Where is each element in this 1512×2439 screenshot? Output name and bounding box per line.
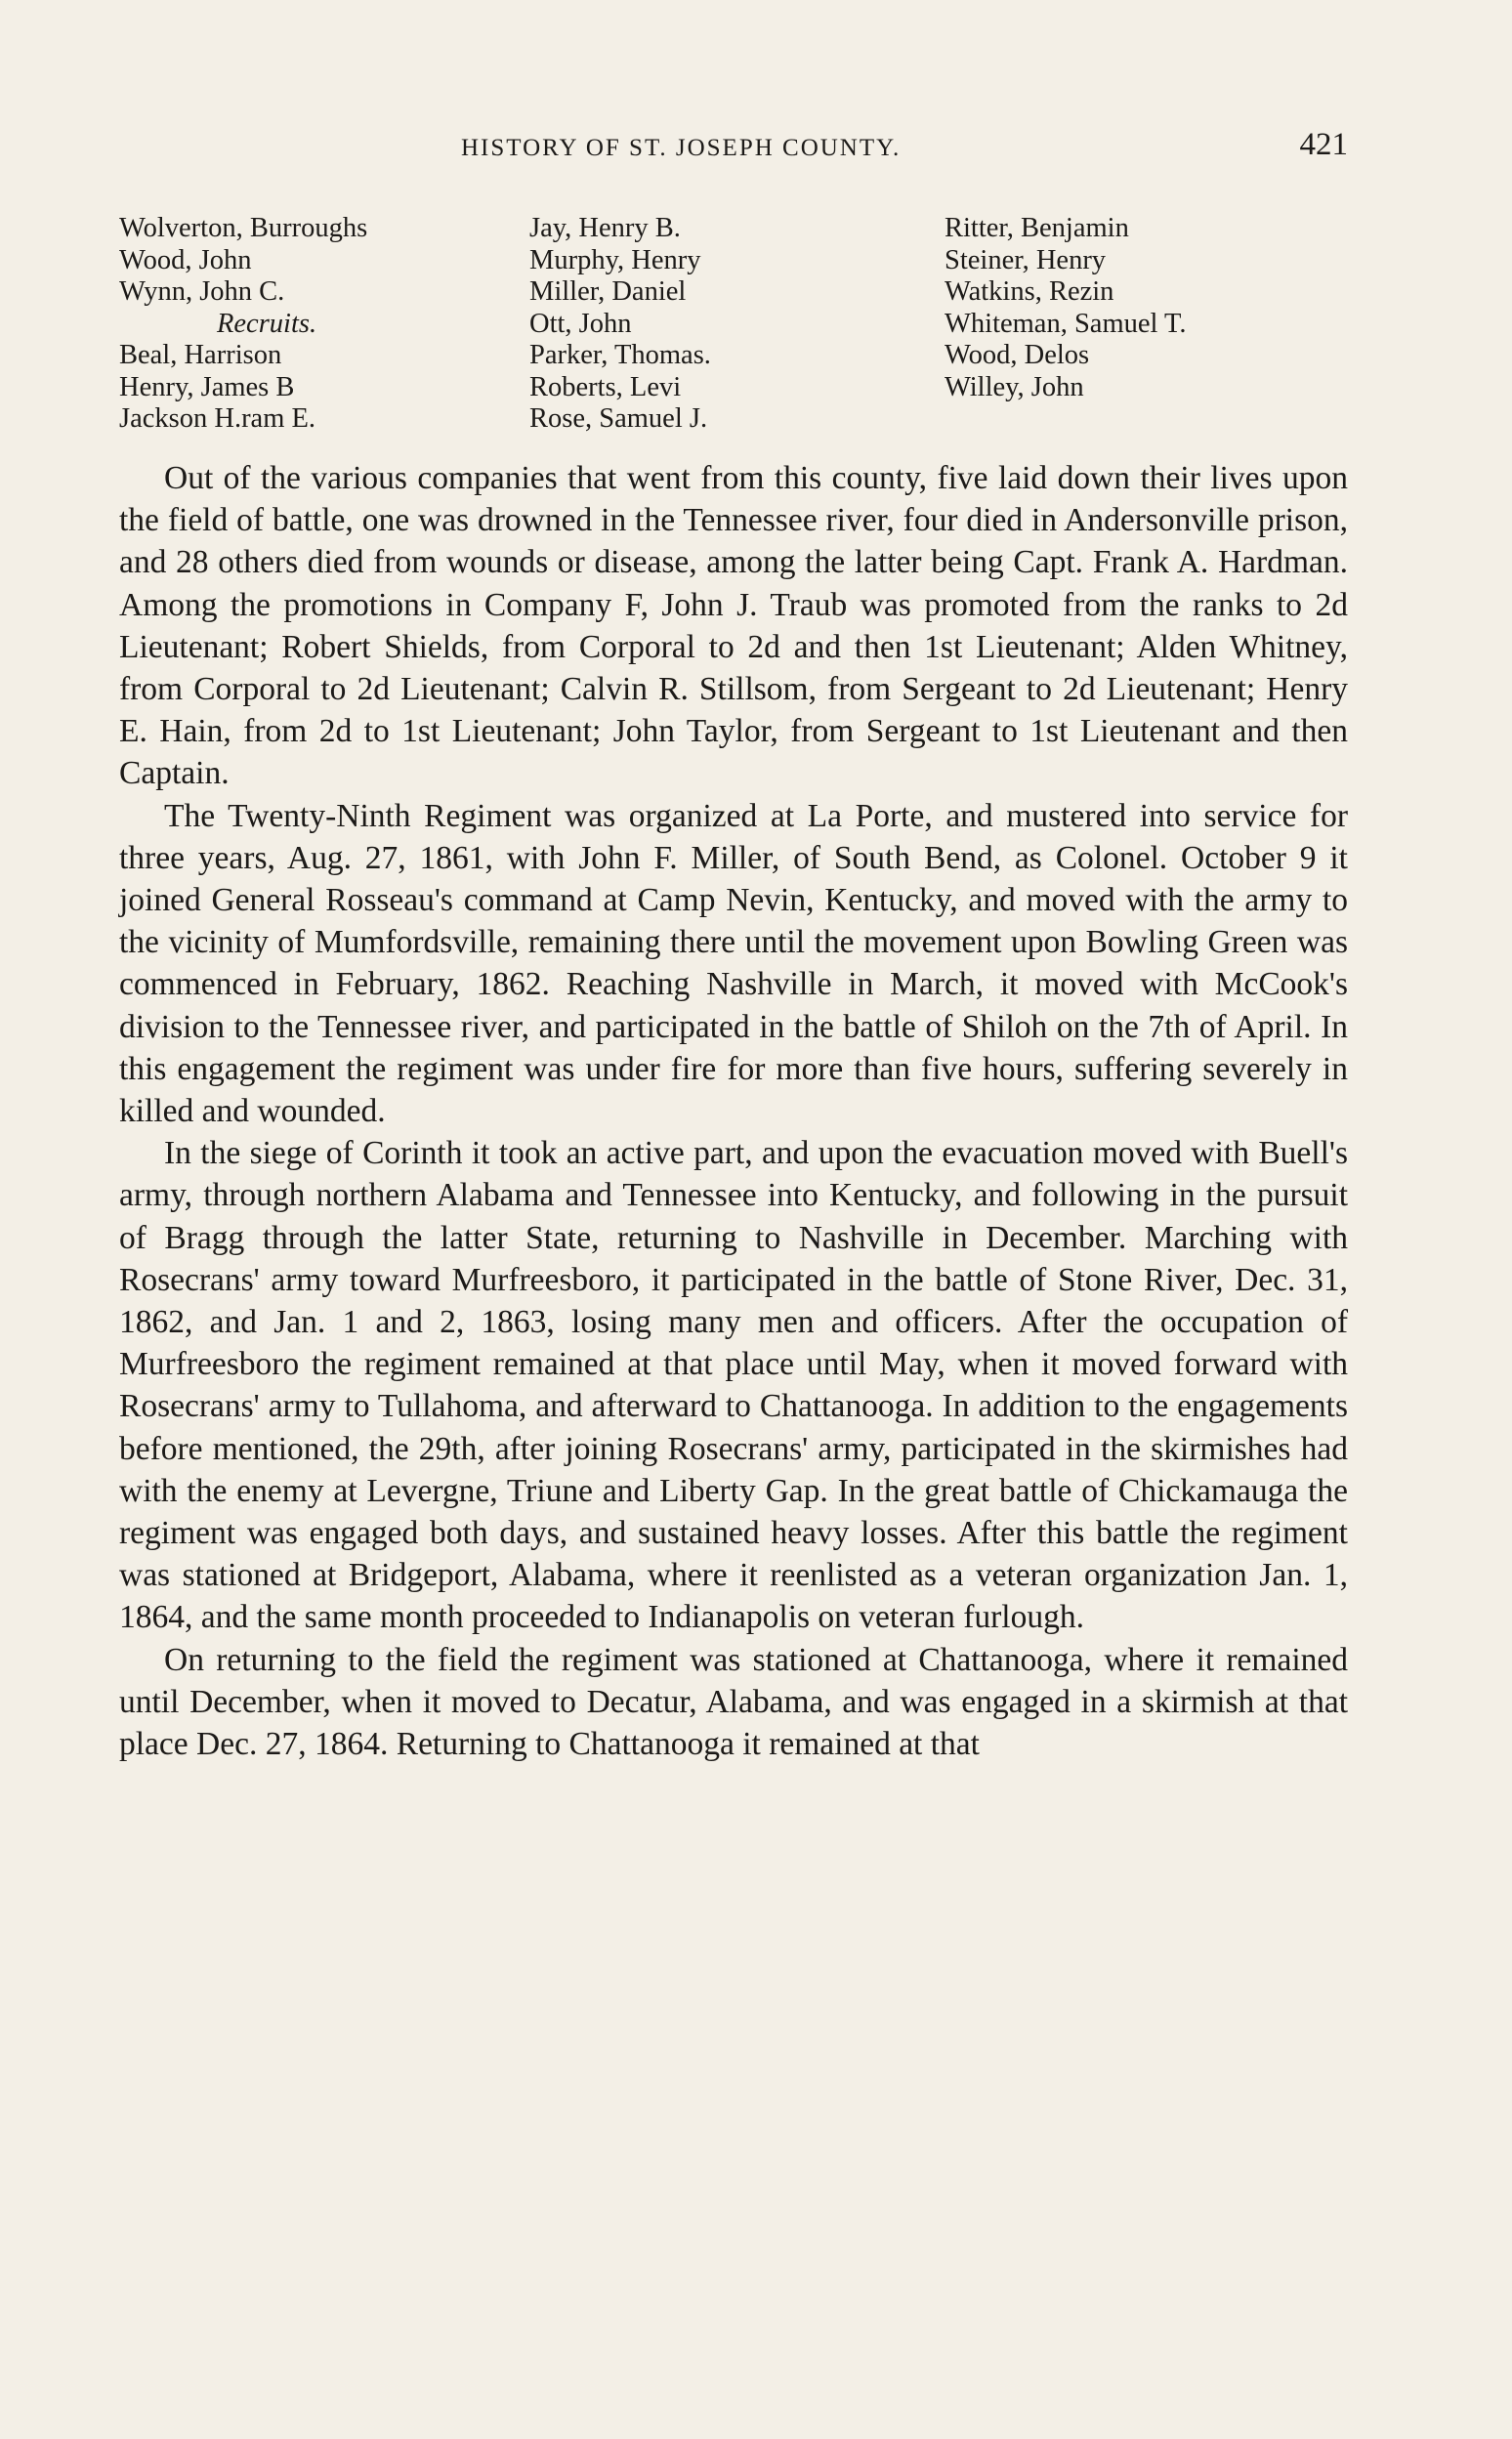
roster-column-3 (945, 213, 1186, 403)
roster-name: Wolverton, Burroughs (119, 213, 368, 243)
roster-name: Ott, John (529, 308, 632, 339)
roster-list (119, 213, 1348, 442)
roster-name: Beal, Harrison (119, 340, 282, 370)
page-header (119, 127, 1348, 174)
roster-column-2 (529, 213, 711, 436)
roster-name: Jay, Henry B. (529, 213, 681, 243)
running-title: HISTORY OF ST. JOSEPH COUNTY. (461, 135, 902, 161)
roster-name: Henry, James B (119, 371, 295, 402)
roster-name: Rose, Samuel J. (529, 403, 708, 434)
roster-subheading-recruits: Recruits. (217, 308, 317, 339)
roster-name: Watkins, Rezin (945, 276, 1114, 307)
roster-name: Whiteman, Samuel T. (945, 308, 1187, 339)
body-text (119, 457, 1348, 1765)
roster-name: Willey, John (945, 371, 1084, 402)
roster-name: Wood, John (119, 244, 252, 275)
roster-name: Murphy, Henry (529, 244, 701, 275)
page-number: 421 (1299, 127, 1348, 162)
paragraph-casualties-promotions: Out of the various companies that went from this county, five laid down their lives upon the field of battle, one was drowned in the Tennessee river, four died in Andersonville prison, and 28 others died from wounds or disease, among the latter being Capt. Frank A. Hardman. Among the promotions in Company F, John J. Traub was promoted from the ranks to 2d Lieutenant; Robert Shields, from Corporal to 2d and then 1st Lieutenant; Alden Whitney, from Corporal to 2d Lieutenant; Calvin R. Stillsom, from Sergeant to 2d Lieutenant; Henry E. Hain, from 2d to 1st Lieutenant; John Taylor, from Sergeant to 1st Lieutenant and then Captain. (119, 460, 1348, 792)
roster-name: Wynn, John C. (119, 276, 285, 307)
roster-name: Parker, Thomas. (529, 340, 711, 370)
paragraph-twenty-ninth-regiment: The Twenty-Ninth Regiment was organized at La Porte, and mustered into service for three years, Aug. 27, 1861, with John F. Miller, of South Bend, as Colonel. October 9 it joined General Rosseau's command at Camp Nevin, Kentucky, and moved with the army to the vicinity of Mumfordsville, remaining there until the movement upon Bowling Green was commenced in February, 1862. Reaching Nashville in March, it moved with McCook's division to the Tennessee river, and participated in the battle of Shiloh on the 7th of April. In this engagement the regiment was under fire for more than five hours, suffering severely in killed and wounded. (119, 797, 1348, 1130)
roster-name: Miller, Daniel (529, 276, 687, 307)
roster-name: Ritter, Benjamin (945, 213, 1129, 243)
roster-name: Steiner, Henry (945, 244, 1107, 275)
paragraph-siege-of-corinth: In the siege of Corinth it took an active part, and upon the evacuation moved with Buell's army, through northern Alabama and Tennessee into Kentucky, and following in the pursuit of Bragg through the latter State, returning to Nashville in December. Marching with Rosecrans' army toward Murfreesboro, it participated in the battle of Stone River, Dec. 31, 1862, and Jan. 1 and 2, 1863, losing many men and officers. After the occupation of Murfreesboro the regiment remained at that place until May, when it moved forward with Rosecrans' army to Tullahoma, and afterward to Chattanooga. In addition to the engagements before mentioned, the 29th, after joining Rosecrans' army, participated in the skirmishes had with the enemy at Levergne, Triune and Liberty Gap. In the great battle of Chickamauga the regiment was engaged both days, and sustained heavy losses. After this battle the regiment was stationed at Bridgeport, Alabama, where it reenlisted as a veteran organization Jan. 1, 1864, and the same month proceeded to Indianapolis on veteran furlough. (119, 1135, 1348, 1636)
roster-name: Wood, Delos (945, 340, 1090, 370)
roster-column-1 (119, 213, 367, 436)
paragraph-return-to-field: On returning to the field the regiment was stationed at Chattanooga, where it remained until December, when it moved to Decatur, Alabama, and was engaged in a skirmish at that place Dec. 27, 1864. Returning to Chattanooga it remained at that (119, 1641, 1348, 1763)
roster-name: Jackson H.ram E. (119, 403, 316, 434)
roster-name: Roberts, Levi (529, 371, 682, 402)
